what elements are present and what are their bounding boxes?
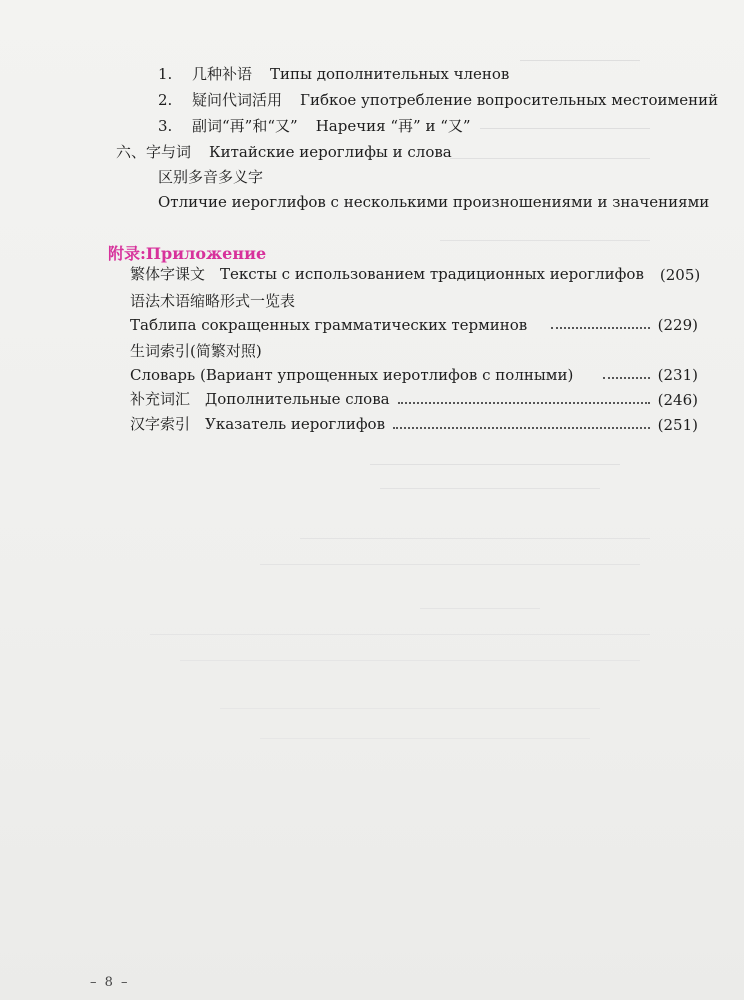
appendix-heading: 附录:Приложение xyxy=(108,244,267,263)
dot-leader xyxy=(398,401,650,404)
appendix-entry-abbrev-zh: 语法术语缩略形式一览表 xyxy=(130,292,296,310)
toc-section-six xyxy=(116,142,452,162)
item-zh: 几种补语 xyxy=(192,65,253,83)
entry-page: (231) xyxy=(657,366,698,384)
section-zh: 字与词 xyxy=(146,143,192,161)
appendix-entry-traditional-texts xyxy=(130,264,701,284)
appendix-entry-supplementary-words xyxy=(130,389,698,409)
entry-label: 汉字索引 Указатель иероглифов xyxy=(130,415,386,433)
item-number: 3. xyxy=(158,117,173,135)
toc-item-2 xyxy=(158,90,718,110)
item-number: 1. xyxy=(158,65,173,83)
entry-page: (205) xyxy=(659,266,701,284)
section-ru: Китайские иероглифы и слова xyxy=(209,143,452,161)
entry-page: (251) xyxy=(657,416,698,434)
entry-label: Таблипа сокращенных грамматических терминов xyxy=(130,316,528,334)
toc-item-3 xyxy=(158,116,471,136)
entry-label: Словарь (Вариант упрощенных иеротлифов с полными) xyxy=(130,366,574,384)
dot-leader xyxy=(603,376,649,379)
item-number: 2. xyxy=(158,91,173,109)
toc-subsection-ru: Отличие иероглифов с несколькими произношениями и значениями xyxy=(158,193,710,211)
entry-page: (229) xyxy=(657,316,698,334)
appendix-entry-dictionary xyxy=(130,364,698,384)
entry-label: 繁体字课文 Тексты с использованием традиционных иероглифов xyxy=(130,265,644,283)
appendix-entry-character-index xyxy=(130,414,698,434)
item-ru: Типы дополнительных членов xyxy=(270,65,510,83)
dot-leader xyxy=(551,326,649,329)
item-ru: Наречия “再” и “又” xyxy=(315,117,471,135)
toc-item-1 xyxy=(158,64,509,84)
entry-page: (246) xyxy=(657,391,698,409)
page-number: – 8 – xyxy=(90,975,130,990)
item-zh: 副词“再”和“又” xyxy=(192,117,298,135)
entry-label: 补充词汇 Дополнительные слова xyxy=(130,390,390,408)
dot-leader xyxy=(393,426,650,429)
appendix-entry-vocab-index-zh: 生词索引(简繁对照) xyxy=(130,342,262,360)
item-zh: 疑问代词活用 xyxy=(192,91,283,109)
toc-subsection-zh: 区别多音多义字 xyxy=(158,168,264,186)
section-number: 六、 xyxy=(116,143,147,161)
item-ru: Гибкое употребление вопросительных местоимений xyxy=(300,91,719,109)
appendix-entry-abbrev-table xyxy=(130,314,698,334)
